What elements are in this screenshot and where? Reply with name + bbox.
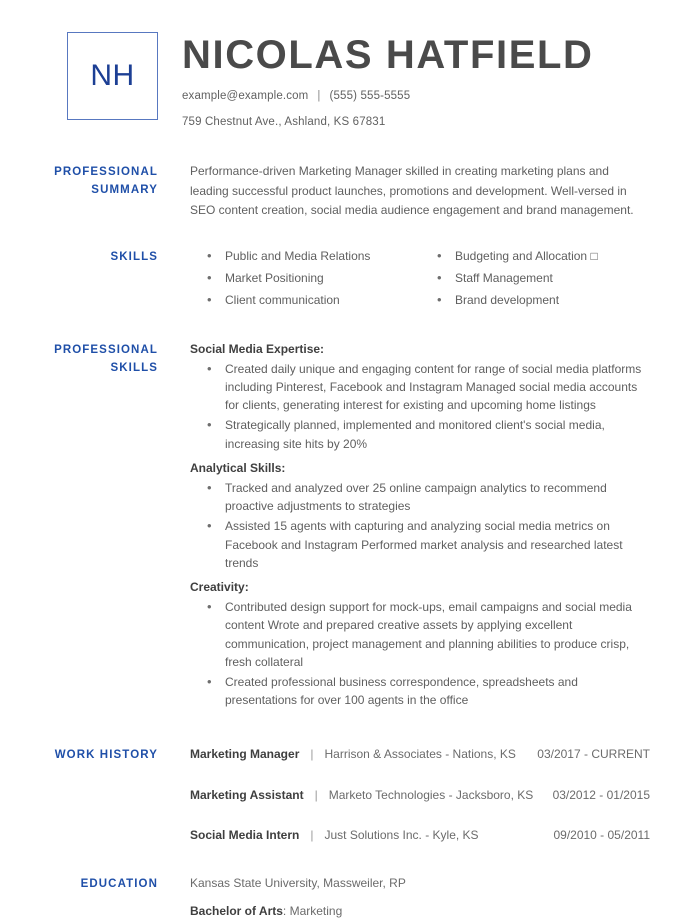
phone-text: (555) 555-5555 (329, 90, 411, 102)
header-details (158, 32, 650, 130)
contact-separator: | (317, 90, 321, 102)
job-separator: | (310, 747, 314, 762)
section-body-work-history (158, 745, 650, 845)
list-item: • Staff Management (437, 269, 650, 287)
monogram-initials: NH (90, 59, 135, 92)
section-body-professional-summary (158, 162, 650, 221)
page-title: NICOLAS HATFIELD (182, 33, 594, 77)
education-degree-major: : Marketing (282, 903, 343, 918)
education-school: Kansas State University, Massweiler, RP (190, 875, 406, 890)
job-dates: 03/2017 - CURRENT (537, 747, 650, 762)
list-item: • Market Positioning (207, 269, 420, 287)
contact-line-primary (182, 88, 650, 105)
section-body-professional-skills (158, 340, 650, 716)
job-title: Social Media Intern (190, 828, 300, 843)
list-item: • Contributed design support for mock-ups, email campaigns and social media content Wrote and prepared creative assets by applying excellent communication, project management and planning abilities to produce crisp, fresh collateral (207, 598, 650, 671)
table-row (190, 826, 650, 845)
section-professional-skills (0, 340, 684, 716)
list-item: • Brand development (437, 291, 650, 309)
list-item: • Client communication (207, 291, 420, 309)
job-separator: | (314, 787, 318, 802)
table-row (190, 786, 650, 805)
job-company: Harrison & Associates - Nations, KS (324, 747, 516, 762)
skills-list-1 (190, 247, 420, 310)
list-item: • Assisted 15 agents with capturing and analyzing social media metrics on Facebook and Instagram Performed market analysis and researched latest trends (207, 517, 650, 572)
skills-columns (190, 247, 650, 314)
list-item: • Budgeting and Allocation □ (437, 247, 650, 265)
list-item: • Public and Media Relations (207, 247, 420, 265)
job-title: Marketing Assistant (190, 787, 304, 802)
job-title: Marketing Manager (190, 747, 300, 762)
proskills-group-analytical (190, 459, 650, 572)
section-label-professional-skills (34, 340, 158, 716)
proskills-list-0 (190, 360, 650, 453)
skills-list-2 (420, 247, 650, 310)
section-work-history (0, 745, 684, 845)
list-item: • Tracked and analyzed over 25 online campaign analytics to recommend proactive adjustments to strategies (207, 479, 650, 515)
monogram-box (67, 32, 158, 120)
section-body-education (158, 874, 650, 920)
resume-header (0, 0, 684, 130)
list-item: • Created professional business correspondence, spreadsheets and presentations for over 100 agents in the office (207, 673, 650, 709)
subheading: Creativity: (190, 580, 249, 595)
skills-column-2 (420, 247, 650, 314)
education-degree-name: Bachelor of Arts (190, 903, 283, 918)
section-label-professional-summary (34, 162, 158, 221)
education-degree (190, 902, 650, 920)
subheading: Analytical Skills: (190, 460, 286, 475)
summary-paragraph: Performance-driven Marketing Manager skilled in creating marketing plans and leading successful product launches, promotions and development. Well-versed in SEO content creation, social media audience engagement and brand management. (190, 164, 634, 218)
summary-label-line1: PROFESSIONAL (54, 166, 158, 179)
section-skills (0, 247, 684, 314)
skills-column-1 (190, 247, 420, 314)
job-dates: 03/2012 - 01/2015 (552, 787, 650, 802)
job-company: Just Solutions Inc. - Kyle, KS (324, 828, 479, 843)
section-education (0, 874, 684, 920)
proskills-group-creativity (190, 578, 650, 709)
proskills-label-line1: PROFESSIONAL (54, 343, 158, 356)
job-separator: | (310, 828, 314, 843)
proskills-label-line2: SKILLS (110, 361, 158, 374)
section-professional-summary (0, 162, 684, 221)
job-company: Marketo Technologies - Jacksboro, KS (328, 787, 534, 802)
section-label-work-history: WORK HISTORY (54, 749, 158, 762)
address-text: 759 Chestnut Ave., Ashland, KS 67831 (182, 115, 386, 128)
proskills-group-social-media (190, 340, 650, 453)
table-row (190, 745, 650, 764)
section-label-skills: SKILLS (110, 250, 158, 263)
proskills-list-1 (190, 479, 650, 572)
job-dates: 09/2010 - 05/2011 (553, 828, 650, 843)
proskills-list-2 (190, 598, 650, 709)
subheading: Social Media Expertise: (190, 341, 325, 356)
list-item: • Created daily unique and engaging content for range of social media platforms including Pinterest, Facebook and Instagram Managed social media accounts for clients, generating interest for existing and upcoming home listings (207, 360, 650, 415)
list-item: • Strategically planned, implemented and monitored client's social media, increasing site hits by 20% (207, 416, 650, 452)
email-text: example@example.com (182, 90, 309, 102)
section-label-education: EDUCATION (80, 877, 158, 890)
section-body-skills (158, 247, 650, 314)
summary-label-line2: SUMMARY (91, 184, 158, 197)
